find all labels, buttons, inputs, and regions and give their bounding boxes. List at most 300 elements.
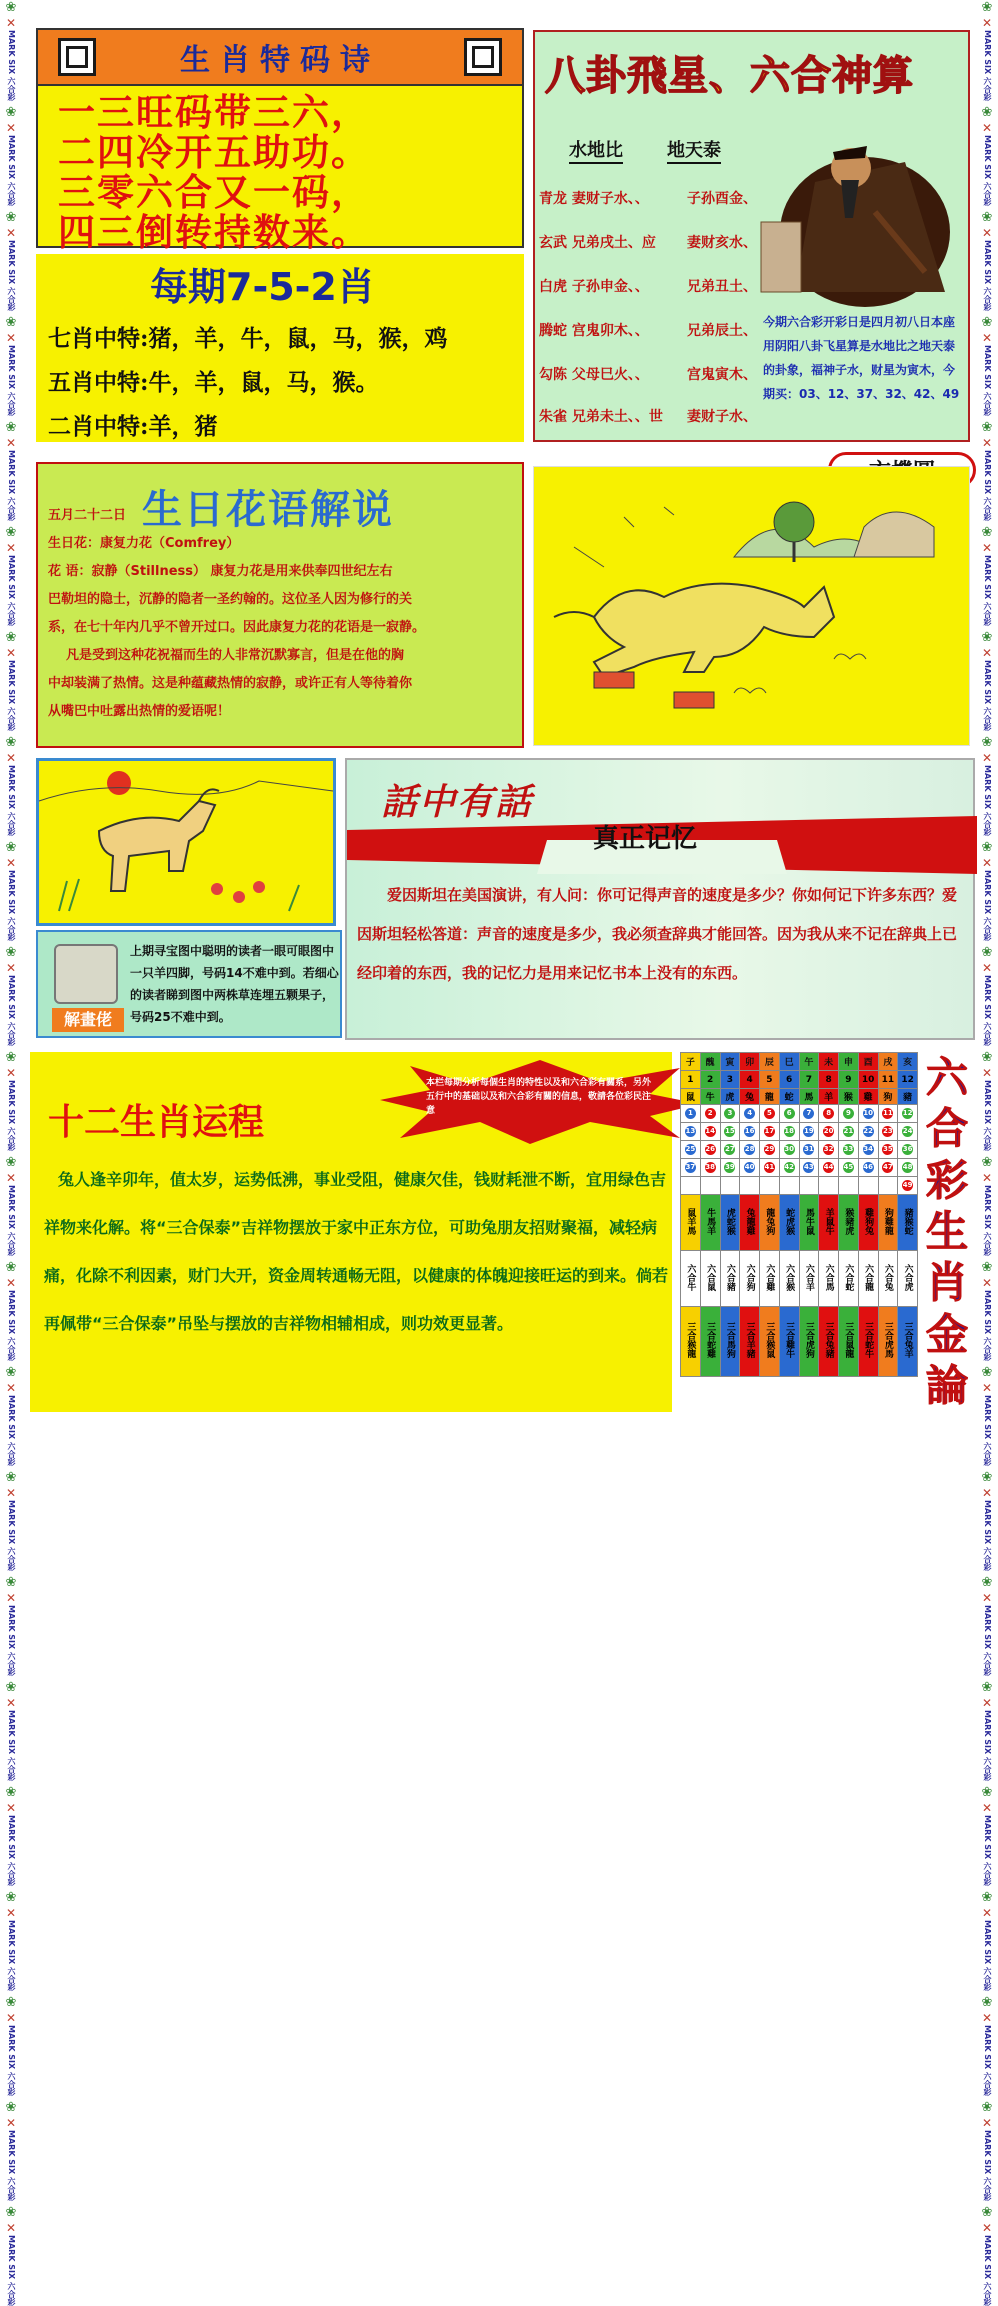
strip-unit: [982, 525, 993, 626]
zodiac-cell: [720, 1141, 740, 1159]
zodiac-cell: [799, 1195, 819, 1251]
cross-icon: ✕: [5, 961, 17, 975]
zodiac-text: 三合兔羊: [902, 1322, 913, 1358]
zodiac-cell: [878, 1307, 898, 1377]
flower-icon: ❀: [5, 315, 17, 330]
flower-icon: ❀: [5, 840, 17, 855]
zodiac-cell: [878, 1251, 898, 1307]
cross-icon: ✕: [981, 331, 993, 345]
flower-lang-line: 花 语：寂静（Stillness） 康复力花是用来供奉四世纪左右: [48, 564, 393, 579]
strip-unit: [6, 1260, 17, 1361]
number-ball: 27: [725, 1145, 735, 1153]
number-ball: 30: [784, 1145, 794, 1153]
goat-drawing: [39, 761, 333, 923]
zodiac-cell: 子: [681, 1053, 701, 1071]
zodiac-cell: [740, 1141, 760, 1159]
strip-unit: [6, 1155, 17, 1256]
seven-pick-line: 七肖中特:猪，羊，牛，鼠，马，猴，鸡: [48, 325, 448, 352]
zodiac-cell: [720, 1123, 740, 1141]
zodiac-cell: 猴: [839, 1089, 859, 1105]
bagua-cell: 白虎 子孙申金、、: [539, 279, 649, 295]
bagua-row: [539, 232, 759, 252]
zodiac-cell: 6: [779, 1071, 799, 1089]
mark-six-text: MARK SIX 六合彩: [983, 1080, 992, 1151]
flower-name-line: 生日花：康复力花（Comfrey）: [48, 536, 240, 551]
zodiac-cell: [799, 1177, 819, 1195]
zodiac-poem-panel: [36, 28, 524, 254]
flower-icon: ❀: [981, 1575, 993, 1590]
strip-unit: [982, 840, 993, 941]
zodiac-cell: [858, 1141, 878, 1159]
strip-unit: [982, 1680, 993, 1781]
flower-icon: ❀: [5, 1155, 17, 1170]
zodiac-text: 三合虎馬: [882, 1322, 893, 1358]
flower-icon: ❀: [981, 1365, 993, 1380]
cross-icon: ✕: [981, 646, 993, 660]
mark-six-text: MARK SIX 六合彩: [7, 1605, 16, 1676]
number-ball: 34: [863, 1145, 873, 1153]
number-ball: 9: [843, 1108, 854, 1119]
zodiac-cell: [898, 1195, 918, 1251]
flower-icon: ❀: [5, 1890, 17, 1905]
zodiac-row: [681, 1195, 918, 1251]
zodiac-cell: [720, 1251, 740, 1307]
strip-unit: [6, 1470, 17, 1571]
zodiac-cell: 亥: [898, 1053, 918, 1071]
flower-icon: ❀: [981, 945, 993, 960]
bagua-row: [539, 320, 759, 340]
mark-six-text: MARK SIX 六合彩: [983, 2130, 992, 2201]
zodiac-text: 三合馬狗: [724, 1322, 735, 1358]
zodiac-text: 六合豬: [724, 1263, 735, 1291]
flower-icon: ❀: [981, 1050, 993, 1065]
strip-unit: [6, 1785, 17, 1886]
zodiac-text: 六合虎: [902, 1263, 913, 1291]
mark-six-text: MARK SIX 六合彩: [7, 1185, 16, 1256]
strip-unit: [982, 210, 993, 311]
star-note: 本栏每期分析每個生肖的特性以及和六合彩有關系，另外五行中的基础以及和六合彩有關的信息，敬請各位彩民注意: [426, 1078, 652, 1116]
zodiac-cell: 蛇: [779, 1089, 799, 1105]
strip-unit: [6, 2100, 17, 2201]
mark-six-text: MARK SIX 六合彩: [983, 345, 992, 416]
mark-six-text: MARK SIX 六合彩: [7, 135, 16, 206]
zodiac-cell: [858, 1123, 878, 1141]
two-pick-line: 二肖中特:羊，猪: [48, 413, 218, 440]
zodiac-cell: [700, 1141, 720, 1159]
square-glyph-icon: [464, 38, 502, 76]
zodiac-row: [681, 1071, 918, 1089]
cross-icon: ✕: [981, 1276, 993, 1290]
zodiac-text: 三合雞牛: [784, 1322, 795, 1358]
flower-icon: ❀: [981, 525, 993, 540]
zodiac-cell: 申: [839, 1053, 859, 1071]
mark-six-text: MARK SIX 六合彩: [983, 555, 992, 626]
zodiac-text: 六合猴: [784, 1263, 795, 1291]
memory-body: 爱因斯坦在美国演讲，有人问：你可记得声音的速度是多少？你如何记下许多东西？爱因斯坦轻松答道：声音的速度是多少，我必须查辞典才能回答。因为我从来不记在辞典上已经印着的东西，我的记忆力是用来记忆书本上没有的东西。: [357, 886, 958, 982]
five-pick-line: 五肖中特:牛，羊，鼠，马，猴。: [48, 369, 379, 396]
mark-six-text: MARK SIX 六合彩: [983, 1185, 992, 1256]
zodiac-cell: [700, 1123, 720, 1141]
cross-icon: ✕: [981, 961, 993, 975]
cross-icon: ✕: [5, 1486, 17, 1500]
zodiac-cell: [819, 1123, 839, 1141]
zodiac-cell: [760, 1105, 780, 1123]
poem-lines: [38, 86, 522, 252]
number-ball: 13: [685, 1127, 696, 1135]
flower-icon: ❀: [5, 1260, 17, 1275]
flower-icon: ❀: [5, 1785, 17, 1800]
number-ball: 20: [823, 1127, 834, 1135]
strip-unit: [982, 2205, 993, 2306]
zodiac-row: [681, 1159, 918, 1177]
strip-unit: [982, 1575, 993, 1676]
zodiac-cell: [681, 1177, 701, 1195]
zodiac-cell: [898, 1123, 918, 1141]
number-ball: 41: [764, 1163, 775, 1171]
zodiac-fortune-panel: [30, 1052, 672, 1412]
flower-icon: ❀: [5, 1050, 17, 1065]
strip-unit: [982, 1050, 993, 1151]
zodiac-cell: 1: [681, 1071, 701, 1089]
memory-story-panel: [345, 758, 975, 1040]
cross-icon: ✕: [981, 2011, 993, 2025]
weekly-zodiac-picks: [36, 254, 524, 442]
zodiac-cell: 5: [760, 1071, 780, 1089]
picks-title: 每期7-5-2肖: [150, 265, 375, 309]
mark-six-text: MARK SIX 六合彩: [7, 30, 16, 101]
strip-unit: [982, 315, 993, 416]
zodiac-cell: [799, 1105, 819, 1123]
flower-icon: ❀: [5, 525, 17, 540]
zodiac-text: 牛馬羊: [705, 1207, 716, 1235]
mark-six-text: MARK SIX 六合彩: [983, 1815, 992, 1886]
number-ball: 12: [902, 1109, 913, 1117]
zodiac-text: 六合雞: [764, 1263, 775, 1291]
zodiac-cell: 7: [799, 1071, 819, 1089]
zodiac-cell: 牛: [700, 1089, 720, 1105]
mark-six-text: MARK SIX 六合彩: [7, 1815, 16, 1886]
zodiac-text: 兔龍雞: [744, 1207, 755, 1235]
cross-icon: ✕: [5, 1381, 17, 1395]
zodiac-cell: 3: [720, 1071, 740, 1089]
flower-icon: ❀: [981, 735, 993, 750]
number-ball: 31: [804, 1145, 814, 1153]
zodiac-cell: 寅: [720, 1053, 740, 1071]
flower-text-line: 凡是受到这种花祝福而生的人非常沉默寡言，但是在他的胸: [66, 648, 405, 663]
zodiac-cell: [681, 1307, 701, 1377]
strip-unit: [6, 210, 17, 311]
number-ball: 14: [705, 1127, 715, 1135]
zodiac-cell: [760, 1195, 780, 1251]
flower-icon: ❀: [981, 2100, 993, 2115]
strip-unit: [6, 1890, 17, 1991]
flower-icon: ❀: [5, 1470, 17, 1485]
poem-line: 四三倒转持数来。: [58, 210, 370, 254]
zodiac-cell: [760, 1141, 780, 1159]
zodiac-cell: [779, 1251, 799, 1307]
mark-six-text: MARK SIX 六合彩: [983, 2025, 992, 2096]
flower-date: 五月二十二日: [48, 508, 127, 523]
strip-unit: [982, 1260, 993, 1361]
number-ball: 23: [883, 1127, 893, 1135]
flower-title: 生日花语解说: [142, 486, 394, 533]
cross-icon: ✕: [981, 1381, 993, 1395]
mark-six-text: MARK SIX 六合彩: [7, 450, 16, 521]
zodiac-text: 三合猴龍: [685, 1322, 696, 1358]
bagua-cell: 腾蛇 宫鬼卯木、、: [539, 323, 649, 339]
zodiac-cell: 午: [799, 1053, 819, 1071]
mark-six-text: MARK SIX 六合彩: [983, 2235, 992, 2306]
number-ball: 36: [902, 1145, 913, 1153]
zodiac-cell: [839, 1105, 859, 1123]
zodiac-cell: [898, 1177, 918, 1195]
zodiac-cell: 巳: [779, 1053, 799, 1071]
zodiac-cell: [839, 1177, 859, 1195]
zodiac-cell: [878, 1123, 898, 1141]
zodiac-cell: [700, 1105, 720, 1123]
zodiac-title-char: 彩: [925, 1155, 968, 1205]
zodiac-cell: 豬: [898, 1089, 918, 1105]
flower-text-line: 从嘴巴中吐露出热情的爱语呢！: [48, 704, 231, 719]
strip-unit: [6, 525, 17, 626]
strip-unit: [6, 735, 17, 836]
cross-icon: ✕: [981, 1486, 993, 1500]
flower-icon: ❀: [981, 630, 993, 645]
zodiac-cell: [779, 1195, 799, 1251]
number-ball: 47: [883, 1163, 893, 1171]
number-ball: 11: [883, 1109, 893, 1117]
zodiac-text: 雞狗兔: [863, 1207, 874, 1235]
poem-header: [38, 30, 522, 86]
zodiac-cell: [839, 1159, 859, 1177]
number-ball: 6: [784, 1108, 795, 1119]
flower-icon: ❀: [5, 1365, 17, 1380]
zodiac-text: 六合兔: [882, 1263, 893, 1291]
number-ball: 10: [863, 1109, 873, 1117]
zodiac-row: [681, 1251, 918, 1307]
strip-unit: [6, 630, 17, 731]
flower-icon: ❀: [5, 2205, 17, 2220]
bagua-row: [539, 188, 759, 208]
zodiac-text: 三合兔豬: [823, 1322, 834, 1358]
zodiac-cell: [898, 1159, 918, 1177]
number-ball: 24: [902, 1127, 913, 1135]
zodiac-cell: [819, 1105, 839, 1123]
bagua-cell: 子孙酉金、: [687, 191, 757, 207]
zodiac-cell: 8: [819, 1071, 839, 1089]
cross-icon: ✕: [5, 331, 17, 345]
zodiac-cell: [681, 1195, 701, 1251]
number-ball: 18: [784, 1127, 794, 1135]
zodiac-cell: [681, 1123, 701, 1141]
zodiac-cell: 4: [740, 1071, 760, 1089]
zodiac-text: 蛇虎猴: [784, 1207, 795, 1235]
zodiac-row: [681, 1053, 918, 1071]
memory-kicker: 話中有話: [381, 781, 534, 823]
zodiac-cell: [858, 1159, 878, 1177]
document-icon: [54, 944, 118, 1004]
bagua-row: [539, 276, 759, 296]
number-ball: 48: [902, 1163, 913, 1171]
zodiac-cell: [740, 1123, 760, 1141]
zodiac-cell: [819, 1195, 839, 1251]
zodiac-cell: [779, 1307, 799, 1377]
strip-unit: [982, 420, 993, 521]
bagua-cell: 兄弟丑土、: [687, 279, 757, 295]
zodiac-cell: [681, 1159, 701, 1177]
puzzle-answer-panel: [36, 930, 342, 1038]
flower-icon: ❀: [5, 0, 17, 15]
number-ball: 17: [764, 1127, 775, 1135]
mark-six-text: MARK SIX 六合彩: [7, 1500, 16, 1571]
zodiac-cell: [779, 1141, 799, 1159]
strip-unit: [982, 630, 993, 731]
zodiac-cell: [858, 1307, 878, 1377]
zodiac-text: 虎蛇猴: [724, 1207, 735, 1235]
cross-icon: ✕: [981, 2221, 993, 2235]
zodiac-cell: [779, 1177, 799, 1195]
zodiac-cell: [720, 1307, 740, 1377]
zodiac-cell: 12: [898, 1071, 918, 1089]
flower-icon: ❀: [981, 1470, 993, 1485]
right-border-strip: [976, 0, 998, 2306]
zodiac-cell: [858, 1251, 878, 1307]
zodiac-row: [681, 1105, 918, 1123]
cross-icon: ✕: [5, 1171, 17, 1185]
number-ball: 25: [685, 1145, 696, 1153]
flower-icon: ❀: [5, 210, 17, 225]
number-ball: 1: [685, 1108, 696, 1119]
number-ball: 15: [725, 1127, 735, 1135]
mark-six-text: MARK SIX 六合彩: [983, 450, 992, 521]
flower-icon: ❀: [981, 840, 993, 855]
zodiac-cell: 卯: [740, 1053, 760, 1071]
number-ball: 3: [724, 1108, 735, 1119]
number-ball: 26: [705, 1145, 715, 1153]
zodiac-title-char: 合: [925, 1104, 968, 1154]
flower-icon: ❀: [5, 2100, 17, 2115]
flower-icon: ❀: [5, 105, 17, 120]
zodiac-row: [681, 1307, 918, 1377]
mark-six-text: MARK SIX 六合彩: [7, 1080, 16, 1151]
number-ball: 37: [685, 1163, 696, 1171]
cross-icon: ✕: [5, 2116, 17, 2130]
cross-icon: ✕: [5, 2011, 17, 2025]
number-ball: 2: [705, 1108, 716, 1119]
cross-icon: ✕: [5, 541, 17, 555]
zodiac-cell: [760, 1177, 780, 1195]
zodiac-cell: 兔: [740, 1089, 760, 1105]
cross-icon: ✕: [5, 436, 17, 450]
goat-illustration: [36, 758, 336, 926]
flower-icon: ❀: [981, 1680, 993, 1695]
zodiac-text: 六合狗: [744, 1263, 755, 1291]
strip-unit: [6, 945, 17, 1046]
strip-unit: [6, 840, 17, 941]
cross-icon: ✕: [5, 121, 17, 135]
mark-six-text: MARK SIX 六合彩: [983, 240, 992, 311]
zodiac-title-char: 金: [925, 1309, 968, 1359]
flower-icon: ❀: [981, 105, 993, 120]
zodiac-cell: [700, 1195, 720, 1251]
zodiac-cell: 2: [700, 1071, 720, 1089]
zodiac-text: 三合虎狗: [803, 1322, 814, 1358]
zodiac-row: [681, 1123, 918, 1141]
strip-unit: [6, 1680, 17, 1781]
number-ball: 29: [764, 1145, 775, 1153]
zodiac-cell: [681, 1141, 701, 1159]
mark-six-text: MARK SIX 六合彩: [7, 870, 16, 941]
cross-icon: ✕: [981, 1591, 993, 1605]
zodiac-row: [681, 1177, 918, 1195]
strip-unit: [982, 1890, 993, 1991]
zodiac-cell: [819, 1307, 839, 1377]
strip-unit: [6, 2205, 17, 2306]
cross-icon: ✕: [5, 856, 17, 870]
zodiac-cell: [700, 1177, 720, 1195]
zodiac-table-panel: [680, 1052, 918, 1412]
bagua-cell: 宫鬼寅木、: [687, 367, 757, 383]
cross-icon: ✕: [981, 436, 993, 450]
cross-icon: ✕: [5, 226, 17, 240]
number-ball: 28: [744, 1145, 755, 1153]
zodiac-cell: [898, 1307, 918, 1377]
flower-text-line: 巴勒坦的隐士，沉静的隐者一圣约翰的。这位圣人因为修行的关: [48, 592, 413, 607]
zodiac-cell: 10: [858, 1071, 878, 1089]
bagua-cell: 妻财亥水、: [687, 235, 757, 251]
strip-unit: [982, 1470, 993, 1571]
number-ball: 46: [863, 1163, 873, 1171]
mark-six-text: MARK SIX 六合彩: [7, 1920, 16, 1991]
mark-six-text: MARK SIX 六合彩: [7, 1710, 16, 1781]
mark-six-text: MARK SIX 六合彩: [983, 135, 992, 206]
number-ball: 49: [902, 1181, 913, 1189]
poem-line: 二四冷开五助功。: [58, 130, 370, 174]
mark-six-text: MARK SIX 六合彩: [7, 2235, 16, 2306]
strip-unit: [6, 315, 17, 416]
bagua-cell: 青龙 妻财子水、、: [539, 191, 649, 207]
flower-icon: ❀: [981, 1785, 993, 1800]
cross-icon: ✕: [981, 2116, 993, 2130]
bagua-cell: 玄武 兄弟戌土、应: [539, 235, 656, 251]
zodiac-text: 六合鼠: [705, 1263, 716, 1291]
zodiac-cell: [898, 1105, 918, 1123]
zodiac-text: 三合蛇牛: [863, 1322, 874, 1358]
mark-six-text: MARK SIX 六合彩: [983, 1500, 992, 1571]
zodiac-text: 六合羊: [803, 1263, 814, 1291]
cross-icon: ✕: [981, 121, 993, 135]
cross-icon: ✕: [981, 16, 993, 30]
number-ball: 19: [804, 1127, 814, 1135]
cross-icon: ✕: [981, 541, 993, 555]
cross-icon: ✕: [5, 1801, 17, 1815]
zodiac-cell: 9: [839, 1071, 859, 1089]
mark-six-text: MARK SIX 六合彩: [983, 30, 992, 101]
zodiac-cell: 11: [878, 1071, 898, 1089]
mark-six-text: MARK SIX 六合彩: [7, 240, 16, 311]
cross-icon: ✕: [5, 1066, 17, 1080]
zodiac-text: 鼠羊馬: [685, 1207, 696, 1235]
flower-icon: ❀: [5, 420, 17, 435]
number-ball: 4: [744, 1108, 755, 1119]
cross-icon: ✕: [5, 1696, 17, 1710]
bagua-cell: 兄弟辰土、: [687, 323, 757, 339]
bagua-col-head-2: 地天泰: [667, 136, 721, 164]
cross-icon: ✕: [5, 1591, 17, 1605]
zodiac-cell: [681, 1251, 701, 1307]
zodiac-cell: 戌: [878, 1053, 898, 1071]
cross-icon: ✕: [981, 1066, 993, 1080]
